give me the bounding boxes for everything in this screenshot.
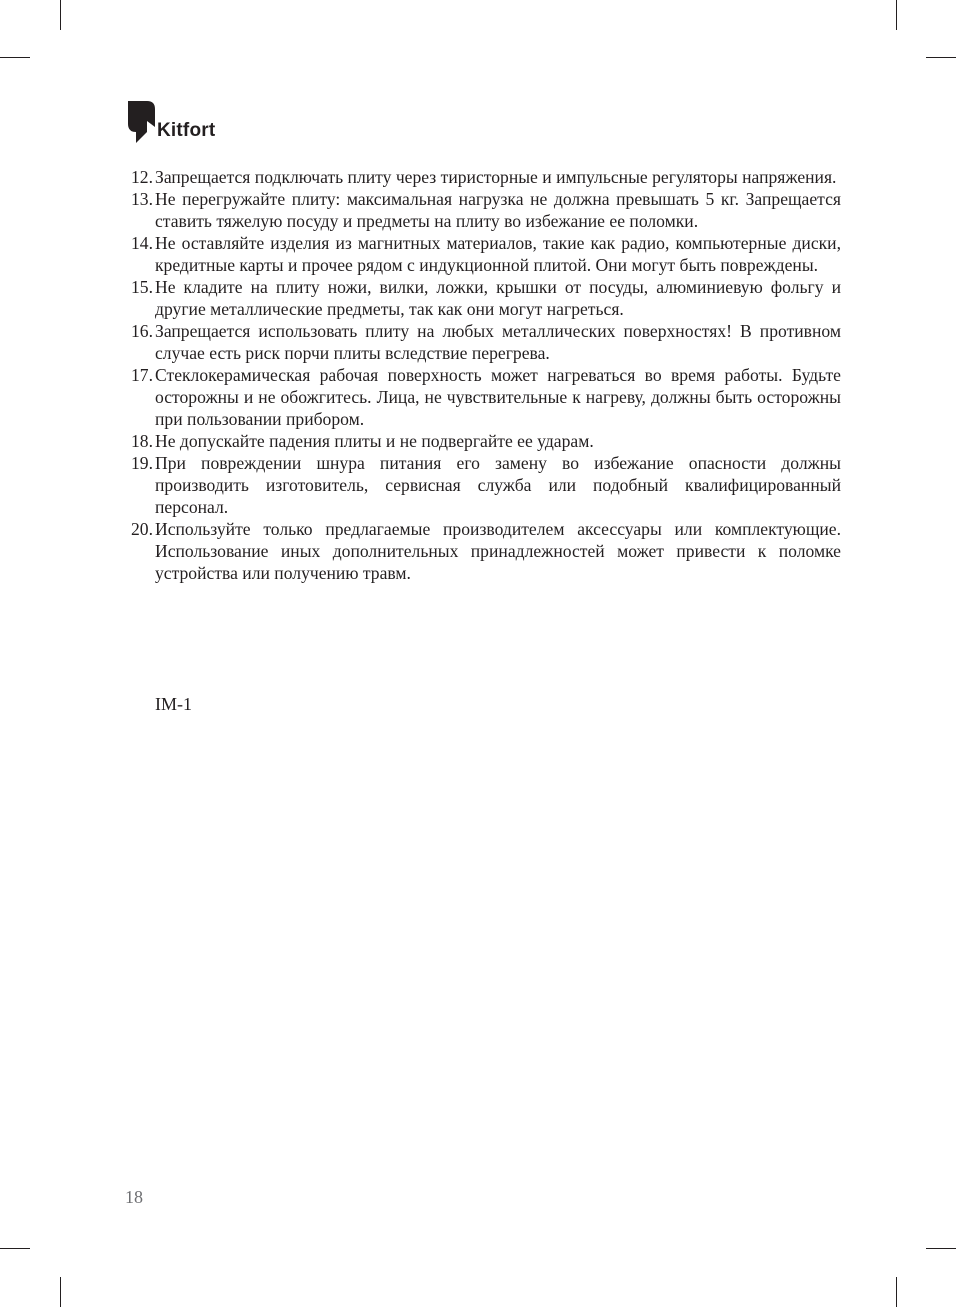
item-text: Запрещается подключать плиту через тиристорные и импульсные регуляторы напряжения. (155, 167, 837, 187)
page-number: 18 (125, 1187, 143, 1207)
crop-mark-bottom-left (60, 1277, 61, 1307)
item-number: 14. (131, 233, 153, 253)
item-number: 12. (131, 167, 153, 187)
item-number: 20. (131, 519, 153, 539)
list-item (119, 364, 841, 430)
crop-mark-bottom-right (896, 1277, 897, 1307)
crop-mark-top-left-h (0, 57, 30, 58)
crop-mark-top-left (60, 0, 61, 30)
crop-mark-top-right-h (926, 57, 956, 58)
list-item (119, 518, 841, 584)
brand-name: Kitfort (157, 120, 216, 141)
crop-mark-bottom-left-h (0, 1248, 30, 1249)
kitfort-flag-icon (125, 99, 157, 145)
list-item (119, 232, 841, 276)
crop-mark-bottom-right-h (926, 1248, 956, 1249)
list-item (119, 320, 841, 364)
list-item (119, 452, 841, 518)
model-code: IM-1 (155, 694, 192, 714)
item-number: 19. (131, 453, 153, 473)
crop-mark-top-right (896, 0, 897, 30)
item-text: Стеклокерамическая рабочая поверхность может нагреваться во время работы. Будьте осторожны и не обожгитесь. Лица, не чувствительные к нагреву, должны быть осторожны при пользовании прибором. (155, 365, 841, 429)
list-item (119, 166, 841, 188)
item-text: Не кладите на плиту ножи, вилки, ложки, крышки от посуды, алюминиевую фольгу и другие металлические предметы, так как они могут нагреться. (155, 277, 841, 319)
item-text: Запрещается использовать плиту на любых металлических поверхностях! В противном случае есть риск порчи плиты вследствие перегрева. (155, 321, 841, 363)
item-text: Не допускайте падения плиты и не подвергайте ее ударам. (155, 431, 594, 451)
safety-instructions-list (119, 166, 841, 584)
item-number: 18. (131, 431, 153, 451)
item-number: 15. (131, 277, 153, 297)
brand-logo (125, 99, 235, 149)
item-number: 16. (131, 321, 153, 341)
item-text: Не оставляйте изделия из магнитных материалов, такие как радио, компьютерные диски, кредитные карты и прочее рядом с индукционной плитой. Они могут быть повреждены. (155, 233, 841, 275)
item-number: 17. (131, 365, 153, 385)
item-text: При повреждении шнура питания его замену во избежание опасности должны производить изготовитель, сервисная служба или подобный квалифицированный персонал. (155, 453, 841, 517)
item-text: Не перегружайте плиту: максимальная нагрузка не должна превышать 5 кг. Запрещается ставить тяжелую посуду и предметы на плиту во избежание ее поломки. (155, 189, 841, 231)
item-text: Используйте только предлагаемые производителем аксессуары или комплектующие. Использование иных дополнительных принадлежностей может привести к поломке устройства или получению травм. (155, 519, 841, 583)
list-item (119, 430, 841, 452)
list-item (119, 276, 841, 320)
item-number: 13. (131, 189, 153, 209)
list-item (119, 188, 841, 232)
